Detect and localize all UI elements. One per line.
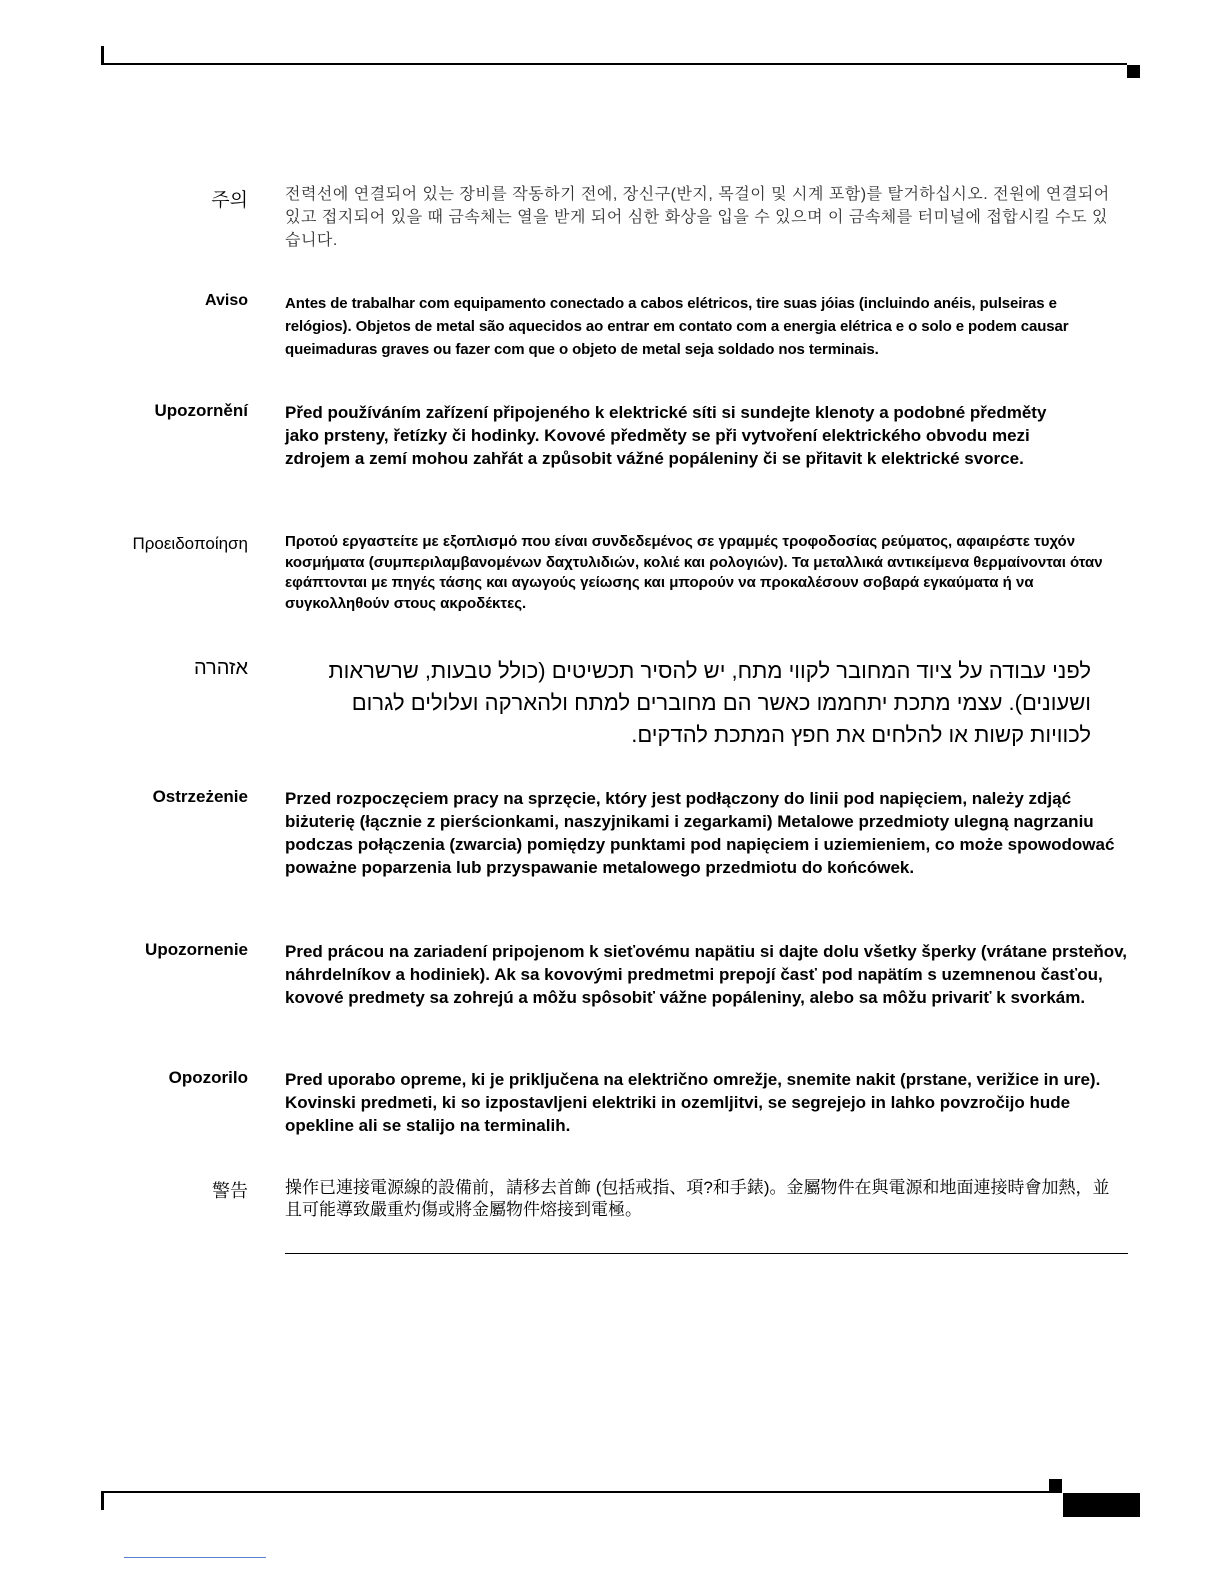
footer-tick [101,1493,104,1510]
warning-text: Před používáním zařízení připojeného k elektrické síti si sundejte klenoty a podobné předměty jako prsteny, řetízky či hodinky. Kovové předměty se při vytvoření elektrického obvodu mezi zdrojem a zemí mohou zahřát a způsobit vážné popáleniny či se přitavit k elektrické svorce. [285,403,1047,468]
warning-text: 전력선에 연결되어 있는 장비를 작동하기 전에, 장신구(반지, 목걸이 및 시계 포함)를 탈거하십시오. 전원에 연결되어 있고 접지되어 있을 때 금속체는 열을 받게 되어 심한 화상을 입을 수 있으며 이 금속체를 터미널에 접합시킬 수도 있습니다. [285,186,1110,249]
warning-text: Antes de trabalhar com equipamento conectado a cabos elétricos, tire suas jóias (incluindo anéis, pulseiras e relógios). Objetos de metal são aquecidos ao entrar em contato com a energia elétrica e o solo e podem causar queimaduras graves ou fazer com que o objeto de metal seja soldado nos terminais. [285,295,1069,358]
header-marker [1127,65,1140,78]
warning-label: 주의 [211,190,248,211]
warning-label: 警告 [212,1181,248,1201]
warning-text: Pred prácou na zariadení pripojenom k sieťovému napätiu si dajte dolu všetky šperky (vrátane prsteňov, náhrdelníkov a hodiniek). Ak sa kovovými predmetmi prepojí časť pod napätím s uzemnenou časťou, kovové predmety sa zohrejú a môžu spôsobiť vážne popáleniny, alebo sa môžu privariť k svorkám. [285,942,1128,1007]
warning-text: לפני עבודה על ציוד המחובר לקווי מתח, יש להסיר תכשיטים (כולל טבעות, שרשראות ושעונים). עצמי מתכת יתחממו כאשר הם מחוברים למתח ולהארקה ועלולים לגרום לכוויות קשות או להלחים את חפץ המתכת להדקים. [328,658,1091,747]
warning-label: אזהרה [193,657,248,679]
warning-text: 操作已連接電源線的設備前，請移去首飾 (包括戒指、項?和手錶)。金屬物件在與電源和地面連接時會加熱，並且可能導致嚴重灼傷或將金屬物件熔接到電極。 [285,1178,1110,1219]
header-rule [101,63,1127,65]
section-end-rule [285,1253,1128,1254]
warning-label: Ostrzeżenie [152,787,248,806]
warning-label: Upozornění [154,401,248,420]
footer-rule [101,1491,1062,1493]
warning-label: Aviso [205,292,248,309]
warning-label: Opozorilo [168,1068,248,1087]
warning-label: Upozornenie [145,940,248,959]
footer-link-underline[interactable] [124,1557,266,1558]
warning-text: Przed rozpoczęciem pracy na sprzęcie, który jest podłączony do linii pod napięciem, należy zdjąć biżuterię (łącznie z pierścionkami, naszyjnikami i zegarkami) Metalowe przedmioty ulegną nagrzaniu podczas połączenia (zwarcia) pomiędzy punktami pod napięciem i uziemieniem, co może spowodować poważne poparzenia lub przyspawanie metalowego przedmiotu do końcówek. [285,789,1115,877]
warning-text: Προτού εργαστείτε με εξοπλισμό που είναι συνδεδεμένος σε γραμμές τροφοδοσίας ρεύματος, αφαιρέστε τυχόν κοσμήματα (συμπεριλαμβανομένων δαχτυλιδιών, κολιέ και ρολογιών). Τα μεταλλικά αντικείμενα θερμαίνονται όταν εφάπτονται με πηγές τάσης και αγωγούς γείωσης και μπορούν να προκαλέσουν σοβαρά εγκαύματα ή να συγκολληθούν στους ακροδέκτες. [285,533,1103,612]
page-number-tab [1063,1493,1140,1517]
warning-text: Pred uporabo opreme, ki je priključena na električno omrežje, snemite nakit (prstane, verižice in ure). Kovinski predmeti, ki so izpostavljeni elektriki in ozemljitvi, se segrejejo in lahko povzročijo hude opekline ali se stalijo na terminalih. [285,1070,1101,1135]
warning-label: Προειδοποίηση [132,534,248,553]
